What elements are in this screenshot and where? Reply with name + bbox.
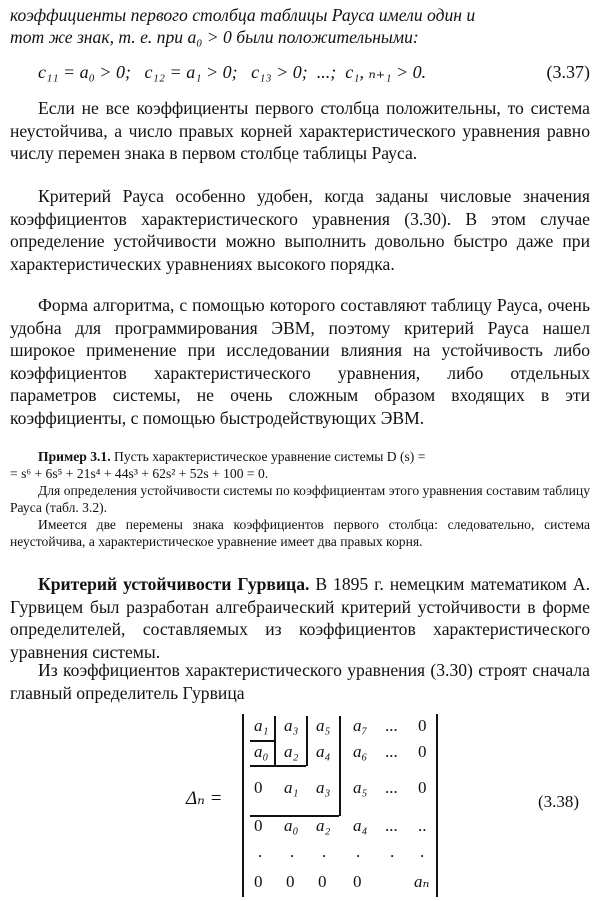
- matrix-cell: a₁: [254, 716, 269, 735]
- matrix-cell: ..: [418, 816, 427, 835]
- equation-3-37: [10, 58, 590, 86]
- text-line-1: коэффициенты первого столбца таблицы Рауса имели один и: [10, 5, 476, 25]
- example-3-1: [10, 448, 590, 465]
- text-line-2: тот же знак, т. е. при a₀ > 0 были положительными:: [10, 27, 419, 47]
- hurwitz-paragraph: [10, 573, 590, 663]
- equation-3-37-body: c₁₁ = a₀ > 0; c₁₂ = a₁ > 0; c₁₃ > 0; ...; c₁, ₙ₊₁ > 0.: [38, 62, 427, 82]
- example-paragraph-b: Для определения устойчивости системы по коэффициентам этого уравнения составим таблицу Рауса (табл. 3.2).: [10, 483, 590, 515]
- matrix-cell: .: [356, 842, 361, 861]
- matrix-cell: .: [390, 842, 395, 861]
- example-equation: = s⁶ + 6s⁵ + 21s⁴ + 44s³ + 62s² + 52s + 100 = 0.: [10, 466, 269, 481]
- matrix-cell: .: [258, 842, 263, 861]
- paragraph-3: Форма алгоритма, с помощью которого составляют таблицу Рауса, очень удобна для программирования ЭВМ, поэтому критерий Рауса нашел широкое применение при исследовании влияния на устойчивость либо коэффициентов характеристического уравнения, либо отдельных параметров системы, не очень сложным образом входящих в эти коэффициенты, с помощью быстродействующих ЭВМ.: [10, 295, 590, 428]
- minor-3-divider: [339, 716, 341, 816]
- matrix-cell: aₙ: [414, 872, 430, 891]
- matrix-cell: a₀: [254, 742, 269, 761]
- matrix-cell: a₄: [316, 742, 331, 761]
- matrix-cell: a₀: [284, 816, 299, 835]
- matrix-cell: ...: [385, 816, 398, 835]
- paragraph-2: Критерий Рауса особенно удобен, когда заданы числовые значения коэффициентов характеристического уравнения (3.30). В этом случае определение устойчивости можно выполнить довольно быстро даже при характеристических уравнениях высокого порядка.: [10, 186, 590, 274]
- equation-3-38-number: (3.38): [538, 792, 580, 811]
- matrix-cell: a₂: [316, 816, 331, 835]
- delta-n-lhs: Δₙ =: [186, 788, 223, 809]
- hurwitz-text: В 1895 г. немецким математиком А. Гурвицем был разработан алгебраический критерий устойчивости в форме определителей, составляемых из коэффициентов характеристического уравнения системы.: [10, 574, 590, 662]
- paragraph-1: Если не все коэффициенты первого столбца положительны, то система неустойчива, а число правых корней характеристического уравнения равно числу перемен знака в первом столбце таблицы Рауса.: [10, 98, 590, 164]
- matrix-cell: a₄: [353, 816, 368, 835]
- minor-2-underline: [250, 765, 306, 767]
- example-paragraph-c: Имеется две перемены знака коэффициентов первого столбца: следовательно, система неустойчива, а характеристическое уравнение имеет два правых корня.: [10, 517, 590, 549]
- matrix-cell: a₃: [316, 778, 331, 797]
- matrix-cell: 0: [418, 778, 427, 797]
- matrix-cell: .: [322, 842, 327, 861]
- matrix-cell: a₅: [316, 716, 331, 735]
- matrix-cell: 0: [418, 742, 427, 761]
- matrix-cell: 0: [254, 816, 263, 835]
- matrix-cell: a₅: [353, 778, 368, 797]
- example-line-1: Пусть характеристическое уравнение системы D (s) =: [114, 449, 426, 464]
- matrix-cell: 0: [318, 872, 327, 891]
- matrix-cell: 0: [254, 872, 263, 891]
- matrix-cell: a₆: [353, 742, 368, 761]
- hurwitz-heading: Критерий устойчивости Гурвица.: [38, 574, 310, 594]
- matrix-cell: .: [420, 842, 425, 861]
- example-label: Пример 3.1.: [38, 449, 111, 464]
- determinant-right-bar: [436, 714, 438, 897]
- matrix-cell: .: [290, 842, 295, 861]
- minor-2-divider: [306, 716, 308, 766]
- equation-3-37-number: (3.37): [546, 62, 590, 82]
- matrix-cell: a₃: [284, 716, 299, 735]
- matrix-cell: a₂: [284, 742, 299, 761]
- matrix-cell: ...: [385, 716, 398, 735]
- determinant-left-bar: [242, 714, 244, 897]
- matrix-cell: a₁: [284, 778, 299, 797]
- matrix-cell: ...: [385, 742, 398, 761]
- matrix-cell: ...: [385, 778, 398, 797]
- minor-1-divider: [274, 716, 276, 766]
- matrix-cell: 0: [418, 716, 427, 735]
- matrix-cell: 0: [286, 872, 295, 891]
- matrix-cell: 0: [254, 778, 263, 797]
- matrix-cell: a₇: [353, 716, 368, 735]
- hurwitz-paragraph-2: Из коэффициентов характеристического уравнения (3.30) строят сначала главный определитель Гурвица: [10, 660, 590, 703]
- matrix-cell: 0: [353, 872, 362, 891]
